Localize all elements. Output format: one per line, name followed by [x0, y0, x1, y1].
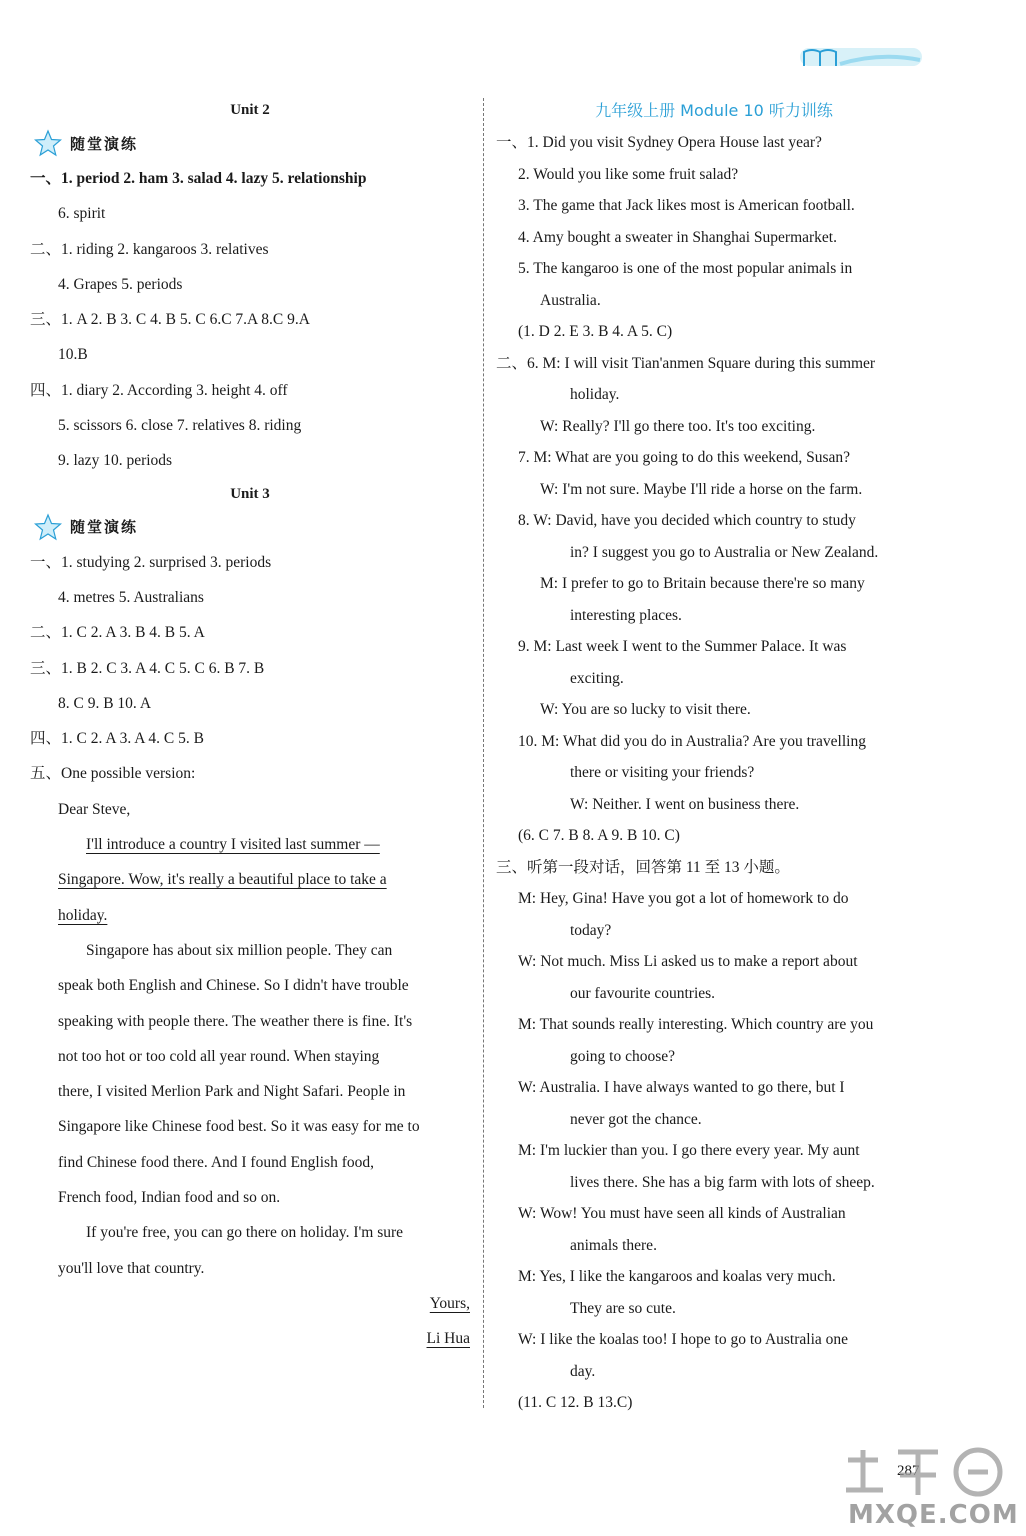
letter-line: find Chinese food there. And I found English food,	[58, 1153, 374, 1171]
transcript-line: W: Really? I'll go there too. It's too exciting.	[540, 417, 816, 435]
transcript-line: 三、听第一段对话，回答第 11 至 13 小题。	[496, 858, 790, 876]
transcript-line: M: Hey, Gina! Have you got a lot of homework to do	[518, 890, 849, 907]
letter-line: speak both English and Chinese. So I didn't have trouble	[58, 977, 409, 995]
answer-line: 10.B	[58, 346, 88, 364]
transcript-line: They are so cute.	[570, 1299, 676, 1317]
transcript-line: W: Not much. Miss Li asked us to make a report about	[518, 953, 858, 970]
answer-line: 一、1. period 2. ham 3. salad 4. lazy 5. relationship	[30, 170, 367, 187]
section-heading-unit2	[34, 125, 470, 161]
column-divider	[483, 98, 484, 1408]
transcript-line: 3. The game that Jack likes most is American football.	[518, 197, 855, 214]
answer-line: 四、1. diary 2. According 3. height 4. off	[30, 381, 288, 399]
left-column	[30, 95, 470, 1357]
answer-line: 5. scissors 6. close 7. relatives 8. riding	[58, 417, 302, 435]
star-icon	[34, 513, 62, 541]
transcript-line: 2. Would you like some fruit salad?	[518, 165, 739, 183]
watermark-text: MXQE.COM	[848, 1500, 1019, 1530]
letter-signature	[30, 1321, 470, 1356]
letter-line: Singapore has about six million people. They can	[86, 941, 393, 959]
transcript-line: M: I'm luckier than you. I go there every year. My aunt	[518, 1142, 860, 1159]
transcript-line: 10. M: What did you do in Australia? Are you travelling	[518, 732, 866, 750]
transcript-line: interesting places.	[570, 606, 682, 624]
letter-line: there, I visited Merlion Park and Night Safari. People in	[58, 1083, 406, 1101]
answer-line: 五、One possible version:	[30, 765, 196, 783]
transcript-line: 8. W: David, have you decided which country to study	[518, 512, 856, 529]
header-decoration	[800, 44, 922, 72]
signature-text: Li Hua	[426, 1330, 470, 1348]
transcript-line: M: That sounds really interesting. Which country are you	[518, 1016, 874, 1033]
letter-line: holiday.	[58, 906, 108, 924]
answer-key: (11. C 12. B 13.C)	[518, 1394, 633, 1411]
section-label: 随堂演练	[70, 134, 139, 153]
unit3-title: Unit 3	[230, 485, 270, 502]
transcript-line: W: I like the koalas too! I hope to go to Australia one	[518, 1331, 849, 1348]
answer-line: 9. lazy 10. periods	[58, 452, 173, 470]
module-title: 九年级上册 Module 10 听力训练	[595, 101, 833, 120]
transcript-line: 9. M: Last week I went to the Summer Palace. It was	[518, 638, 847, 655]
answer-line: 二、1. C 2. A 3. B 4. B 5. A	[30, 624, 205, 642]
answer-line: 三、1. A 2. B 3. C 4. B 5. C 6.C 7.A 8.C 9.A	[30, 311, 310, 329]
transcript-line: going to choose?	[570, 1047, 676, 1065]
transcript-line: our favourite countries.	[570, 984, 716, 1002]
answer-line: 4. Grapes 5. periods	[58, 275, 183, 293]
letter-line: Singapore like Chinese food best. So it was easy for me to	[58, 1118, 420, 1136]
unit2-title: Unit 2	[230, 102, 270, 118]
letter-line: you'll love that country.	[58, 1259, 205, 1277]
answer-key: (1. D 2. E 3. B 4. A 5. C)	[518, 323, 673, 340]
transcript-line: W: Australia. I have always wanted to go there, but I	[518, 1079, 845, 1096]
page-number: 287	[897, 1463, 920, 1479]
transcript-line: 二、6. M: I will visit Tian'anmen Square during this summer	[496, 354, 876, 372]
transcript-line: exciting.	[570, 669, 624, 687]
transcript-line: 7. M: What are you going to do this weekend, Susan?	[518, 449, 851, 466]
answer-line: 4. metres 5. Australians	[58, 588, 204, 606]
transcript-line: animals there.	[570, 1236, 657, 1254]
answer-line: 6. spirit	[58, 205, 106, 223]
transcript-line: W: I'm not sure. Maybe I'll ride a horse on the farm.	[540, 480, 863, 498]
transcript-line: W: Wow! You must have seen all kinds of Australian	[518, 1205, 846, 1222]
letter-line: French food, Indian food and so on.	[58, 1189, 281, 1207]
transcript-line: never got the chance.	[570, 1110, 702, 1128]
letter-line: Singapore. Wow, it's really a beautiful place to take a	[58, 871, 387, 889]
letter-closing	[30, 1286, 470, 1321]
answer-line: 8. C 9. B 10. A	[58, 694, 152, 712]
letter-greeting: Dear Steve,	[58, 800, 131, 818]
letter-line: speaking with people there. The weather there is fine. It's	[58, 1012, 413, 1030]
answer-line: 一、1. studying 2. surprised 3. periods	[30, 553, 272, 571]
transcript-line: 5. The kangaroo is one of the most popular animals in	[518, 260, 853, 277]
letter-line: I'll introduce a country I visited last summer —	[86, 836, 380, 854]
closing-text: Yours,	[429, 1294, 470, 1312]
transcript-line: M: I prefer to go to Britain because there're so many	[540, 575, 865, 592]
letter-line: not too hot or too cold all year round. When staying	[58, 1047, 380, 1065]
transcript-line: W: Neither. I went on business there.	[570, 795, 800, 813]
transcript-line: lives there. She has a big farm with lots of sheep.	[570, 1173, 875, 1191]
answer-line: 二、1. riding 2. kangaroos 3. relatives	[30, 240, 269, 258]
answer-line: 四、1. C 2. A 3. A 4. C 5. B	[30, 730, 204, 748]
answer-key: (6. C 7. B 8. A 9. B 10. C)	[518, 827, 680, 844]
answer-line: 三、1. B 2. C 3. A 4. C 5. C 6. B 7. B	[30, 659, 265, 677]
right-column	[496, 95, 932, 1419]
transcript-line: M: Yes, I like the kangaroos and koalas very much.	[518, 1268, 836, 1285]
transcript-line: W: You are so lucky to visit there.	[540, 701, 751, 718]
transcript-line: Australia.	[540, 291, 601, 309]
transcript-line: 一、1. Did you visit Sydney Opera House last year?	[496, 134, 822, 151]
section-heading-unit3	[34, 509, 470, 545]
transcript-line: day.	[570, 1362, 596, 1380]
section-label: 随堂演练	[70, 518, 139, 537]
transcript-line: today?	[570, 921, 612, 939]
transcript-line: there or visiting your friends?	[570, 764, 755, 781]
star-icon	[34, 129, 62, 157]
letter-line: If you're free, you can go there on holiday. I'm sure	[86, 1224, 404, 1242]
transcript-line: in? I suggest you go to Australia or New Zealand.	[570, 543, 879, 561]
transcript-line: holiday.	[570, 386, 620, 403]
transcript-line: 4. Amy bought a sweater in Shanghai Supermarket.	[518, 228, 837, 246]
